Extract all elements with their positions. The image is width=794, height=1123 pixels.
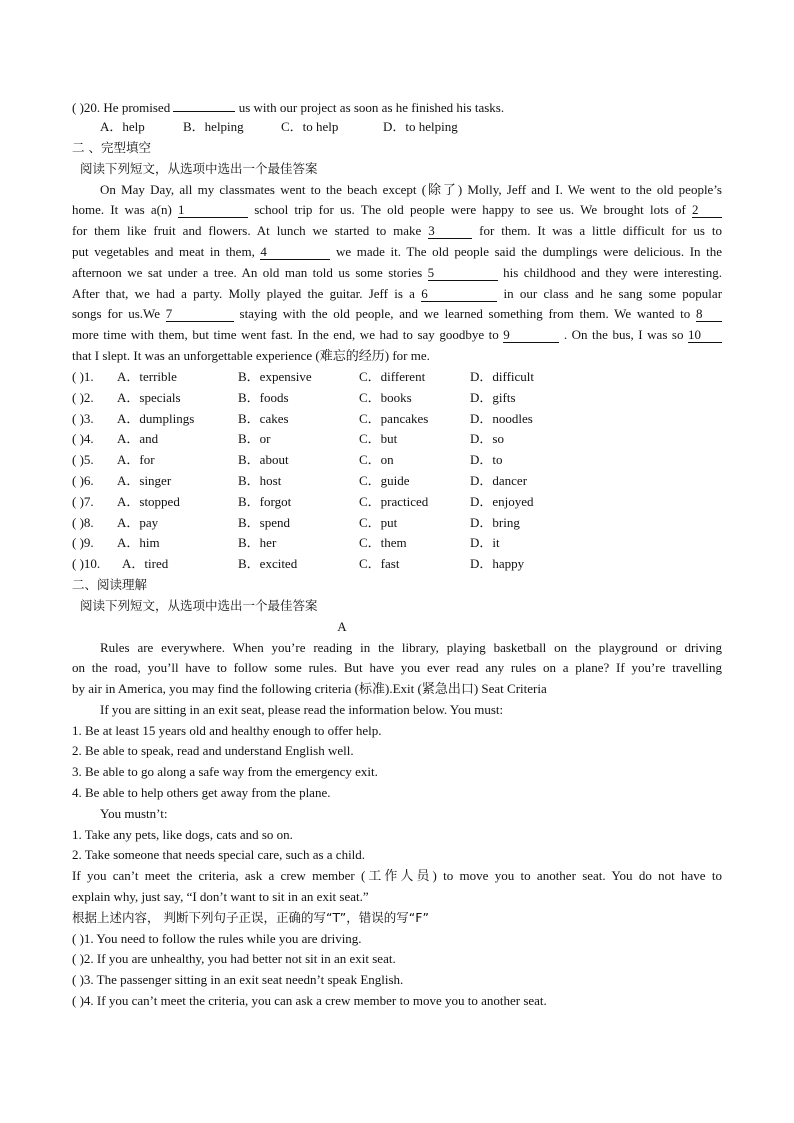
question-row bbox=[72, 450, 722, 470]
question-row bbox=[72, 367, 722, 387]
question-number: ( )3. bbox=[72, 411, 94, 426]
option-b: B．or bbox=[238, 431, 271, 446]
question-number: ( )8. bbox=[72, 515, 94, 530]
option-b: B．foods bbox=[238, 390, 289, 405]
question-row bbox=[72, 492, 722, 512]
passage-line bbox=[72, 221, 722, 241]
blank-9[interactable]: 9 bbox=[503, 328, 559, 343]
passage-text: in our class and he sang some popular bbox=[503, 286, 723, 301]
passage-line bbox=[72, 242, 722, 262]
option-d: D．bring bbox=[470, 515, 520, 530]
section-title-reading: 二、阅读理解 bbox=[72, 577, 148, 592]
passage-text: afternoon we sat under a tree. An old man told us some stories bbox=[72, 265, 423, 280]
option-d: D．gifts bbox=[470, 390, 516, 405]
option-d: D．happy bbox=[470, 556, 525, 571]
option-b: B．forgot bbox=[238, 494, 292, 509]
option-a: A．dumplings bbox=[117, 411, 195, 426]
passage-text: . On the bus, I was so bbox=[563, 327, 684, 342]
question-number: ( )9. bbox=[72, 535, 94, 550]
passage-line: explain why, just say, “I don’t want to sit in an exit seat.” bbox=[72, 889, 369, 904]
passage-line: by air in America, you may find the following criteria (标准).Exit (紧急出口) Seat Criteria bbox=[72, 681, 547, 696]
option-a: A．tired bbox=[122, 556, 169, 571]
passage-line bbox=[72, 263, 722, 283]
tf-instruction: 根据上述内容， 判断下列句子正误，正确的写“T”，错误的写“F” bbox=[72, 910, 429, 925]
option-d: D．it bbox=[470, 535, 500, 550]
option-c: C．on bbox=[359, 452, 394, 467]
passage-line: Rules are everywhere. When you’re reading in the library, playing basketball on the playground or driving bbox=[100, 640, 722, 655]
question-row bbox=[72, 388, 722, 408]
option-d: D．enjoyed bbox=[470, 494, 534, 509]
blank-8[interactable]: 8 bbox=[696, 307, 722, 322]
rule-item: 1. Be at least 15 years old and healthy enough to offer help. bbox=[72, 723, 382, 738]
option-b: B．excited bbox=[238, 556, 298, 571]
option-a: A．singer bbox=[117, 473, 172, 488]
answer-blank[interactable] bbox=[173, 97, 235, 112]
question-row bbox=[72, 554, 722, 574]
section-instruction: 阅读下列短文，从选项中选出一个最佳答案 bbox=[80, 598, 318, 613]
tf-question: ( )2. If you are unhealthy, you had better not sit in an exit seat. bbox=[72, 951, 396, 966]
option-b: B．cakes bbox=[238, 411, 289, 426]
passage-text: for them. It was a little difficult for us to bbox=[479, 223, 722, 238]
rule-item: 4. Be able to help others get away from the plane. bbox=[72, 785, 331, 800]
option-b: B．about bbox=[238, 452, 289, 467]
question-number: ( )2. bbox=[72, 390, 94, 405]
passage-line: on the road, you’ll have to follow some rules. But have you ever read any rules on a plane? If you’re travelling bbox=[72, 660, 722, 675]
option-d: D．to helping bbox=[383, 119, 458, 134]
option-d: D．difficult bbox=[470, 369, 535, 384]
option-c: C．practiced bbox=[359, 494, 429, 509]
question-row bbox=[72, 513, 722, 533]
section-instruction: 阅读下列短文，从选项中选出一个最佳答案 bbox=[80, 161, 318, 176]
option-a: A．specials bbox=[117, 390, 181, 405]
question-number: ( )7. bbox=[72, 494, 94, 509]
option-a: A．him bbox=[117, 535, 160, 550]
option-a: A．stopped bbox=[117, 494, 180, 509]
rule-item: 3. Be able to go along a safe way from the emergency exit. bbox=[72, 764, 378, 779]
section-title-cloze: 二 、完型填空 bbox=[72, 140, 151, 155]
blank-2[interactable]: 2 bbox=[692, 203, 722, 218]
option-b: B．spend bbox=[238, 515, 291, 530]
passage-text: his childhood and they were interesting. bbox=[503, 265, 723, 280]
passage-line bbox=[72, 325, 722, 345]
passage-text: for them like fruit and flowers. At lunch we started to make bbox=[72, 223, 422, 238]
option-b: B．helping bbox=[183, 119, 244, 134]
question-number: ( )6. bbox=[72, 473, 94, 488]
option-a: A．for bbox=[117, 452, 155, 467]
option-c: C．books bbox=[359, 390, 412, 405]
passage-line bbox=[72, 304, 722, 324]
option-c: C．them bbox=[359, 535, 407, 550]
passage-text: school trip for us. The old people were happy to see us. We brought lots of bbox=[254, 202, 686, 217]
option-b: B．expensive bbox=[238, 369, 312, 384]
question-row bbox=[72, 471, 722, 491]
option-b: B．her bbox=[238, 535, 277, 550]
passage-line: If you can’t meet the criteria, ask a crew member (工作人员) to move you to another seat. You do not have to bbox=[72, 868, 722, 883]
tf-question: ( )3. The passenger sitting in an exit seat needn’t speak English. bbox=[72, 972, 404, 987]
rule-item: 1. Take any pets, like dogs, cats and so on. bbox=[72, 827, 293, 842]
passage-text: home. It was a(n) bbox=[72, 202, 172, 217]
question-number: ( )10. bbox=[72, 556, 101, 571]
passage-text: more time with them, but time went fast. In the end, we had to say goodbye to bbox=[72, 327, 499, 342]
option-c: C．but bbox=[359, 431, 398, 446]
option-c: C．to help bbox=[281, 119, 339, 134]
passage-text: songs for us.We bbox=[72, 306, 161, 321]
passage-text: staying with the old people, and we learned something from them. We wanted to bbox=[239, 306, 691, 321]
option-d: D．so bbox=[470, 431, 504, 446]
option-d: D．dancer bbox=[470, 473, 528, 488]
question-row bbox=[72, 409, 722, 429]
option-a: A．pay bbox=[117, 515, 159, 530]
passage-line: If you are sitting in an exit seat, please read the information below. You must: bbox=[100, 702, 504, 717]
blank-1[interactable]: 1 bbox=[178, 203, 248, 218]
question-20-prefix: ( )20. He promised bbox=[72, 100, 171, 115]
blank-4[interactable]: 4 bbox=[260, 245, 330, 260]
option-d: D．to bbox=[470, 452, 503, 467]
blank-5[interactable]: 5 bbox=[428, 266, 498, 281]
option-c: C．guide bbox=[359, 473, 410, 488]
mustnt-label: You mustn’t: bbox=[100, 806, 168, 821]
option-a: A．help bbox=[100, 119, 145, 134]
question-number: ( )1. bbox=[72, 369, 94, 384]
blank-10[interactable]: 10 bbox=[688, 328, 722, 343]
passage-text: After that, we had a party. Molly played the guitar. Jeff is a bbox=[72, 286, 415, 301]
question-20 bbox=[72, 97, 722, 117]
question-row bbox=[72, 533, 722, 553]
tf-question: ( )4. If you can’t meet the criteria, you can ask a crew member to move you to another seat. bbox=[72, 993, 547, 1008]
question-20-suffix: us with our project as soon as he finished his tasks. bbox=[238, 100, 505, 115]
option-a: A．and bbox=[117, 431, 159, 446]
passage-line bbox=[72, 200, 722, 220]
rule-item: 2. Take someone that needs special care, such as a child. bbox=[72, 847, 366, 862]
question-number: ( )4. bbox=[72, 431, 94, 446]
blank-3[interactable]: 3 bbox=[428, 224, 472, 239]
option-a: A．terrible bbox=[117, 369, 177, 384]
tf-question: ( )1. You need to follow the rules while you are driving. bbox=[72, 931, 362, 946]
option-c: C．put bbox=[359, 515, 398, 530]
passage-text: we made it. The old people said the dumplings were delicious. In the bbox=[336, 244, 722, 259]
rule-item: 2. Be able to speak, read and understand English well. bbox=[72, 743, 354, 758]
question-20-options bbox=[72, 117, 722, 137]
question-number: ( )5. bbox=[72, 452, 94, 467]
blank-6[interactable]: 6 bbox=[421, 287, 497, 302]
passage-label: A bbox=[337, 619, 347, 634]
option-b: B．host bbox=[238, 473, 282, 488]
blank-7[interactable]: 7 bbox=[166, 307, 234, 322]
question-row bbox=[72, 429, 722, 449]
passage-line: that I slept. It was an unforgettable experience (难忘的经历) for me. bbox=[72, 348, 430, 363]
passage-text: put vegetables and meat in them, bbox=[72, 244, 255, 259]
option-c: C．fast bbox=[359, 556, 400, 571]
option-c: C．pancakes bbox=[359, 411, 429, 426]
passage-line: On May Day, all my classmates went to the beach except (除了) Molly, Jeff and I. We went to the old people’s bbox=[100, 182, 722, 197]
option-c: C．different bbox=[359, 369, 426, 384]
option-d: D．noodles bbox=[470, 411, 533, 426]
passage-line bbox=[72, 284, 722, 304]
